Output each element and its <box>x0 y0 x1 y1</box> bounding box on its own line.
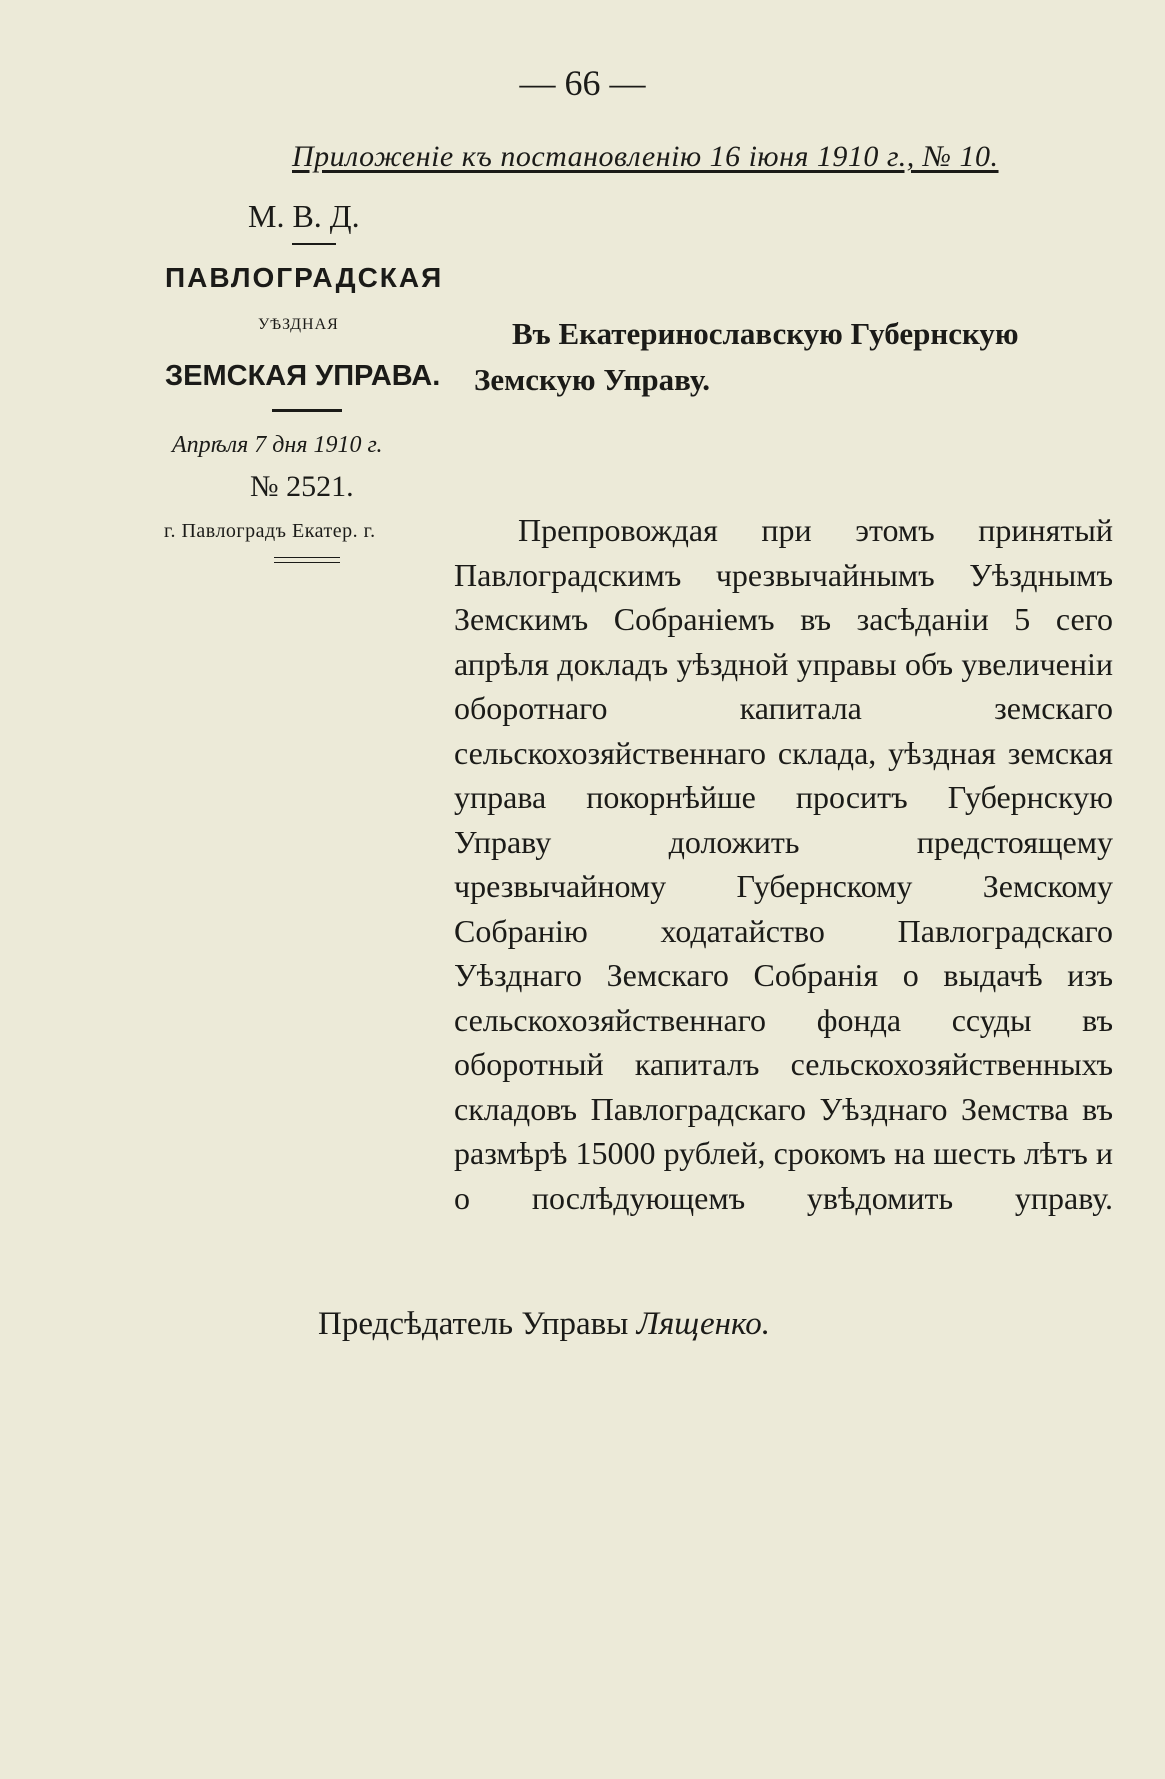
page-number: — 66 — <box>519 63 646 103</box>
recipient-line2: Земскую Управу. <box>474 362 710 397</box>
appendix-text: Приложеніе къ постановленію 16 іюня 1910 г., № 10. <box>292 140 999 173</box>
signature-block <box>318 1306 770 1343</box>
letter-place: г. Павлоградъ Екатер. г. <box>164 520 376 542</box>
letter-body: Препровождая при этомъ принятый Павлоградскимъ чрезвычайнымъ Уѣзднымъ Земскимъ Собраніемъ въ засѣданіи 5 сего апрѣля докладъ уѣздной управы объ увеличеніи оборотнаго капитала земскаго сельскохозяйственнаго склада, уѣздная земская управа покорнѣйше проситъ Губернскую Управу доложить предстоящему чрезвычайному Губернскому Земскому Собранію ходатайство Павлоградскаго Уѣзднаго Земскаго Собранія о выдачѣ изъ сельскохозяйственнаго фонда ссуды въ оборотный капиталъ сельскохозяйственныхъ складовъ Павлоградскаго Уѣзднаго Земства въ размѣрѣ 15000 рублей, срокомъ на шесть лѣтъ и о послѣдующемъ увѣдомить управу. <box>454 512 1113 1216</box>
office-name-line2: УѢЗДНАЯ <box>258 316 339 333</box>
signature-title: Предсѣдатель Управы <box>318 1306 629 1342</box>
ministry-abbreviation: М. В. Д. <box>248 198 360 234</box>
appendix-heading <box>292 140 999 174</box>
recipient-line1: Въ Екатеринославскую Губернскую <box>512 316 1019 351</box>
letter-date: Апрѣля 7 дня 1910 г. <box>172 432 383 458</box>
office-name-line1: ПАВЛОГРАДСКАЯ <box>165 262 444 293</box>
signature-name: Лященко. <box>636 1306 770 1342</box>
office-divider <box>272 409 342 412</box>
letter-number: № 2521. <box>250 470 354 503</box>
place-divider-bottom <box>274 562 340 563</box>
office-name-line3: ЗЕМСКАЯ УПРАВА. <box>165 360 441 392</box>
short-divider <box>292 243 336 245</box>
place-divider-top <box>274 557 340 558</box>
